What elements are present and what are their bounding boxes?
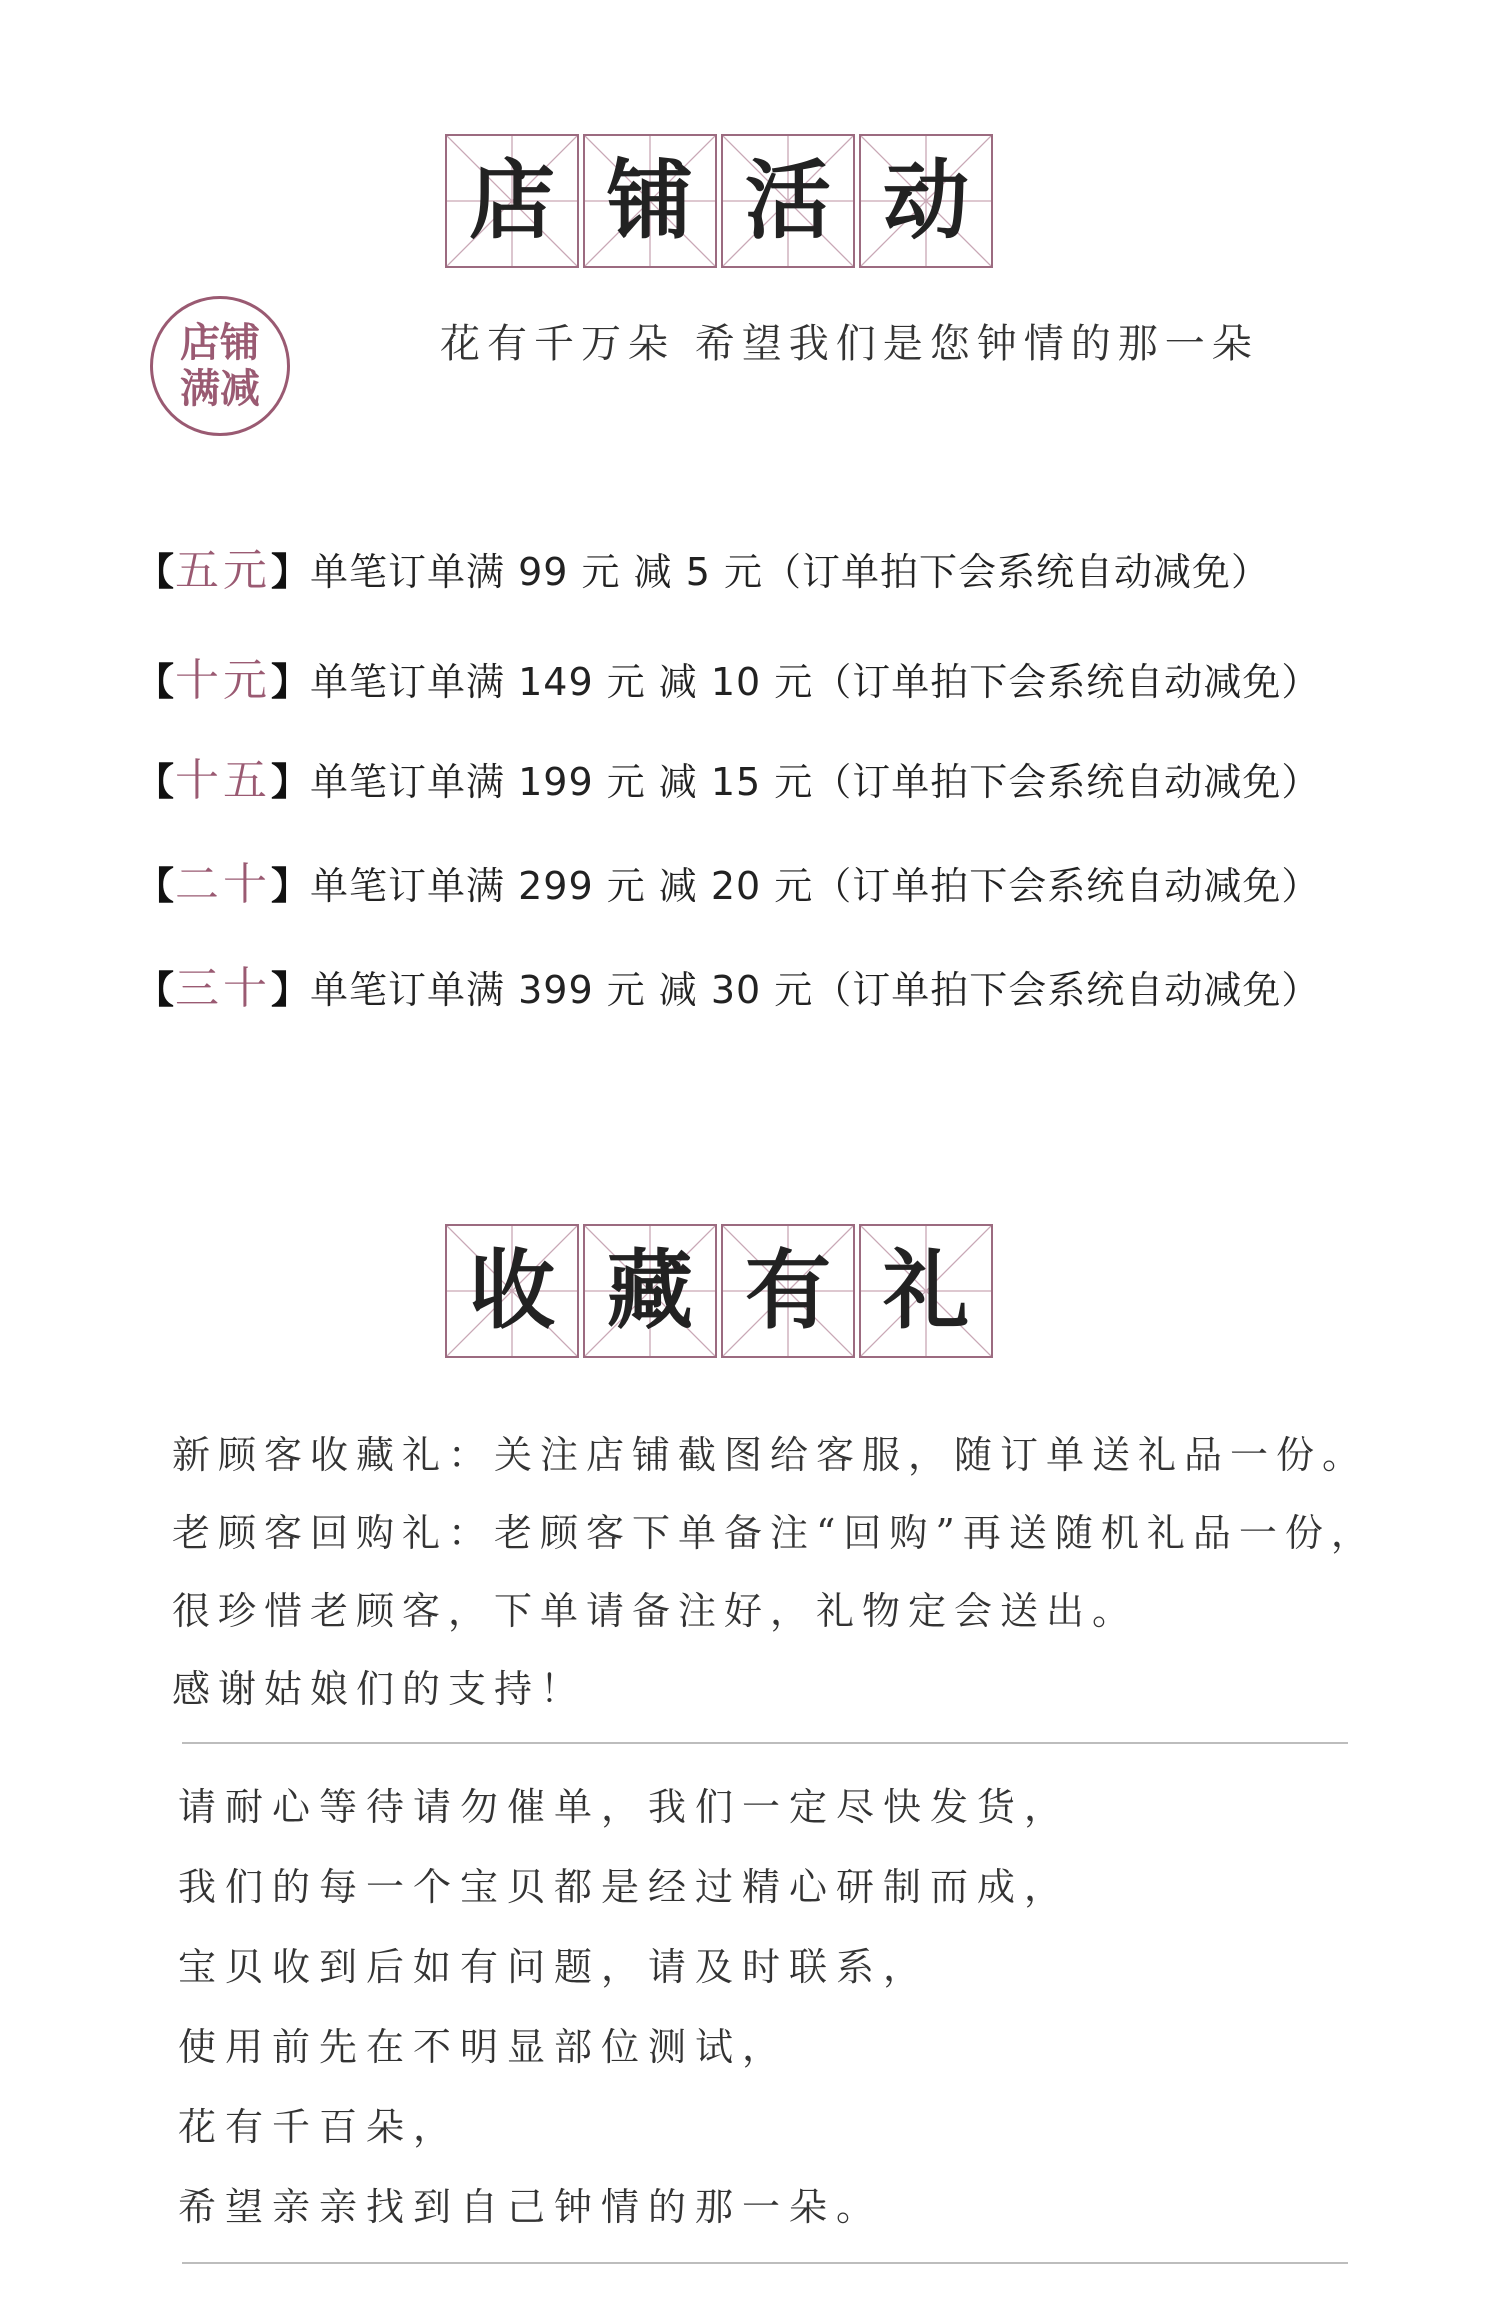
note-line: 我们的每一个宝贝都是经过精心研制而成，: [178, 1865, 1072, 1909]
gift-line: 新顾客收藏礼：关注店铺截图给客服，随订单送礼品一份。: [172, 1433, 1369, 1477]
title-char: 收: [469, 1240, 555, 1341]
note-line: 花有千百朵，: [178, 2105, 461, 2149]
shop-discount-seal: [150, 296, 290, 436]
note-line: 请耐心等待请勿催单，我们一定尽快发货，: [178, 1785, 1072, 1829]
promo-row: 【五元】单笔订单满 99 元 减 5 元（订单拍下会系统自动减免）: [136, 545, 1270, 596]
promo-tag: 五元: [175, 545, 272, 596]
title-char: 店: [469, 150, 555, 251]
gift-line: 很珍惜老顾客，下单请备注好，礼物定会送出。: [172, 1589, 1139, 1633]
title-char: 活: [745, 150, 831, 251]
note-line: 希望亲亲找到自己钟情的那一朵。: [178, 2185, 884, 2229]
favorite-gift-title: [445, 1224, 993, 1358]
promo-tag: 二十: [175, 859, 272, 910]
title-char-box: [859, 1224, 993, 1358]
title-char-box: [445, 1224, 579, 1358]
title-char: 藏: [607, 1240, 693, 1341]
promo-text: 单笔订单满 149 元 减 10 元（订单拍下会系统自动减免）: [310, 660, 1321, 704]
promo-tag: 十五: [175, 755, 272, 806]
title-char: 铺: [607, 150, 693, 251]
divider: [182, 1742, 1348, 1744]
promo-row: 【二十】单笔订单满 299 元 减 20 元（订单拍下会系统自动减免）: [136, 859, 1321, 910]
seal-line: 满减: [180, 365, 260, 412]
title-char-box: [721, 134, 855, 268]
shop-activity-subtitle: 花有千万朵 希望我们是您钟情的那一朵: [440, 321, 1259, 367]
divider: [182, 2262, 1348, 2264]
promo-text: 单笔订单满 199 元 减 15 元（订单拍下会系统自动减免）: [310, 760, 1321, 804]
title-char: 动: [883, 150, 969, 251]
promo-row: 【十五】单笔订单满 199 元 减 15 元（订单拍下会系统自动减免）: [136, 755, 1321, 806]
title-char: 礼: [883, 1240, 969, 1341]
seal-line: 店铺: [180, 319, 260, 366]
promo-text: 单笔订单满 399 元 减 30 元（订单拍下会系统自动减免）: [310, 968, 1321, 1012]
note-line: 宝贝收到后如有问题，请及时联系，: [178, 1945, 931, 1989]
title-char-box: [721, 1224, 855, 1358]
title-char-box: [445, 134, 579, 268]
promo-row: 【十元】单笔订单满 149 元 减 10 元（订单拍下会系统自动减免）: [136, 655, 1321, 706]
note-line: 使用前先在不明显部位测试，: [178, 2025, 790, 2069]
title-char-box: [583, 1224, 717, 1358]
promo-text: 单笔订单满 99 元 减 5 元（订单拍下会系统自动减免）: [310, 550, 1270, 594]
promo-tag: 三十: [175, 963, 272, 1014]
title-char-box: [859, 134, 993, 268]
gift-line: 老顾客回购礼：老顾客下单备注“回购”再送随机礼品一份，: [172, 1511, 1377, 1555]
promo-row: 【三十】单笔订单满 399 元 减 30 元（订单拍下会系统自动减免）: [136, 963, 1321, 1014]
gift-line: 感谢姑娘们的支持！: [172, 1667, 587, 1711]
shop-activity-title: [445, 134, 993, 268]
promo-text: 单笔订单满 299 元 减 20 元（订单拍下会系统自动减免）: [310, 864, 1321, 908]
title-char: 有: [745, 1240, 831, 1341]
promo-tag: 十元: [175, 655, 272, 706]
title-char-box: [583, 134, 717, 268]
